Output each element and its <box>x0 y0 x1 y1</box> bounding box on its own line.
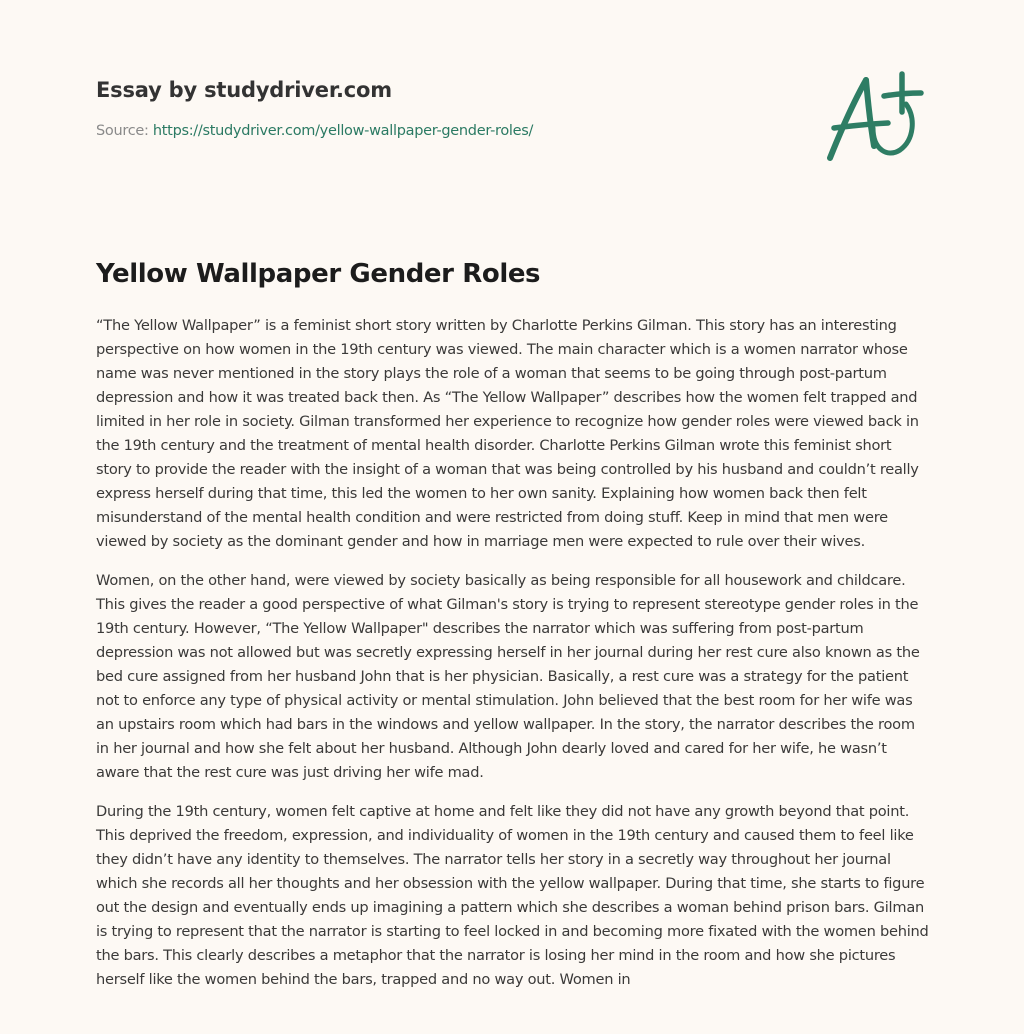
essay-paragraph: Women, on the other hand, were viewed by society basically as being responsible for all housework and childcare. This gives the reader a good perspective of what Gilman's story is trying to represent stereotype gender roles in the 19th century. However, “The Yellow Wallpaper" describes the narrator which was suffering from post-partum depression was not allowed but was secretly expressing herself in her journal during her rest cure also known as the bed cure assigned from her husband John that is her physician. Basically, a rest cure was a strategy for the patient not to enforce any type of physical activity or mental stimulation. John believed that the best room for her wife was an upstairs room which had bars in the windows and yellow wallpaper. In the story, the narrator describes the room in her journal and how she felt about her husband. Although John dearly loved and cared for her wife, he wasn’t aware that the rest cure was just driving her wife mad. <box>96 572 920 781</box>
page-header <box>96 76 796 141</box>
essay-title: Yellow Wallpaper Gender Roles <box>96 259 541 289</box>
source-link[interactable]: https://studydriver.com/yellow-wallpaper-gender-roles/ <box>152 123 534 139</box>
source-line <box>96 121 796 141</box>
source-label: Source: <box>96 123 149 139</box>
essay-body <box>96 314 930 1007</box>
a-plus-grade-icon <box>818 68 930 168</box>
essay-paragraph: “The Yellow Wallpaper” is a feminist short story written by Charlotte Perkins Gilman. This story has an interesting perspective on how women in the 19th century was viewed. The main character which is a women narrator whose name was never mentioned in the story plays the role of a woman that seems to be going through post-partum depression and how it was treated back then. As “The Yellow Wallpaper” describes how the women felt trapped and limited in her role in society. Gilman transformed her experience to recognize how gender roles were viewed back in the 19th century and the treatment of mental health disorder. Charlotte Perkins Gilman wrote this feminist short story to provide the reader with the insight of a woman that was being controlled by his husband and couldn’t really express herself during that time, this led the women to her own sanity. Explaining how women back then felt misunderstand of the mental health condition and were restricted from doing stuff. Keep in mind that men were viewed by society as the dominant gender and how in marriage men were expected to rule over their wives. <box>96 317 919 550</box>
essay-paragraph: During the 19th century, women felt captive at home and felt like they did not have any growth beyond that point. This deprived the freedom, expression, and individuality of women in the 19th century and caused them to feel like they didn’t have any identity to themselves. The narrator tells her story in a secretly way throughout her journal which she records all her thoughts and her obsession with the yellow wallpaper. During that time, she starts to figure out the design and eventually ends up imagining a pattern which she describes a woman behind prison bars. Gilman is trying to represent that the narrator is starting to feel locked in and becoming more fixated with the women behind the bars. This clearly describes a metaphor that the narrator is losing her mind in the room and how she pictures herself like the women behind the bars, trapped and no way out. Women in <box>96 803 929 988</box>
site-title: Essay by studydriver.com <box>96 78 392 102</box>
